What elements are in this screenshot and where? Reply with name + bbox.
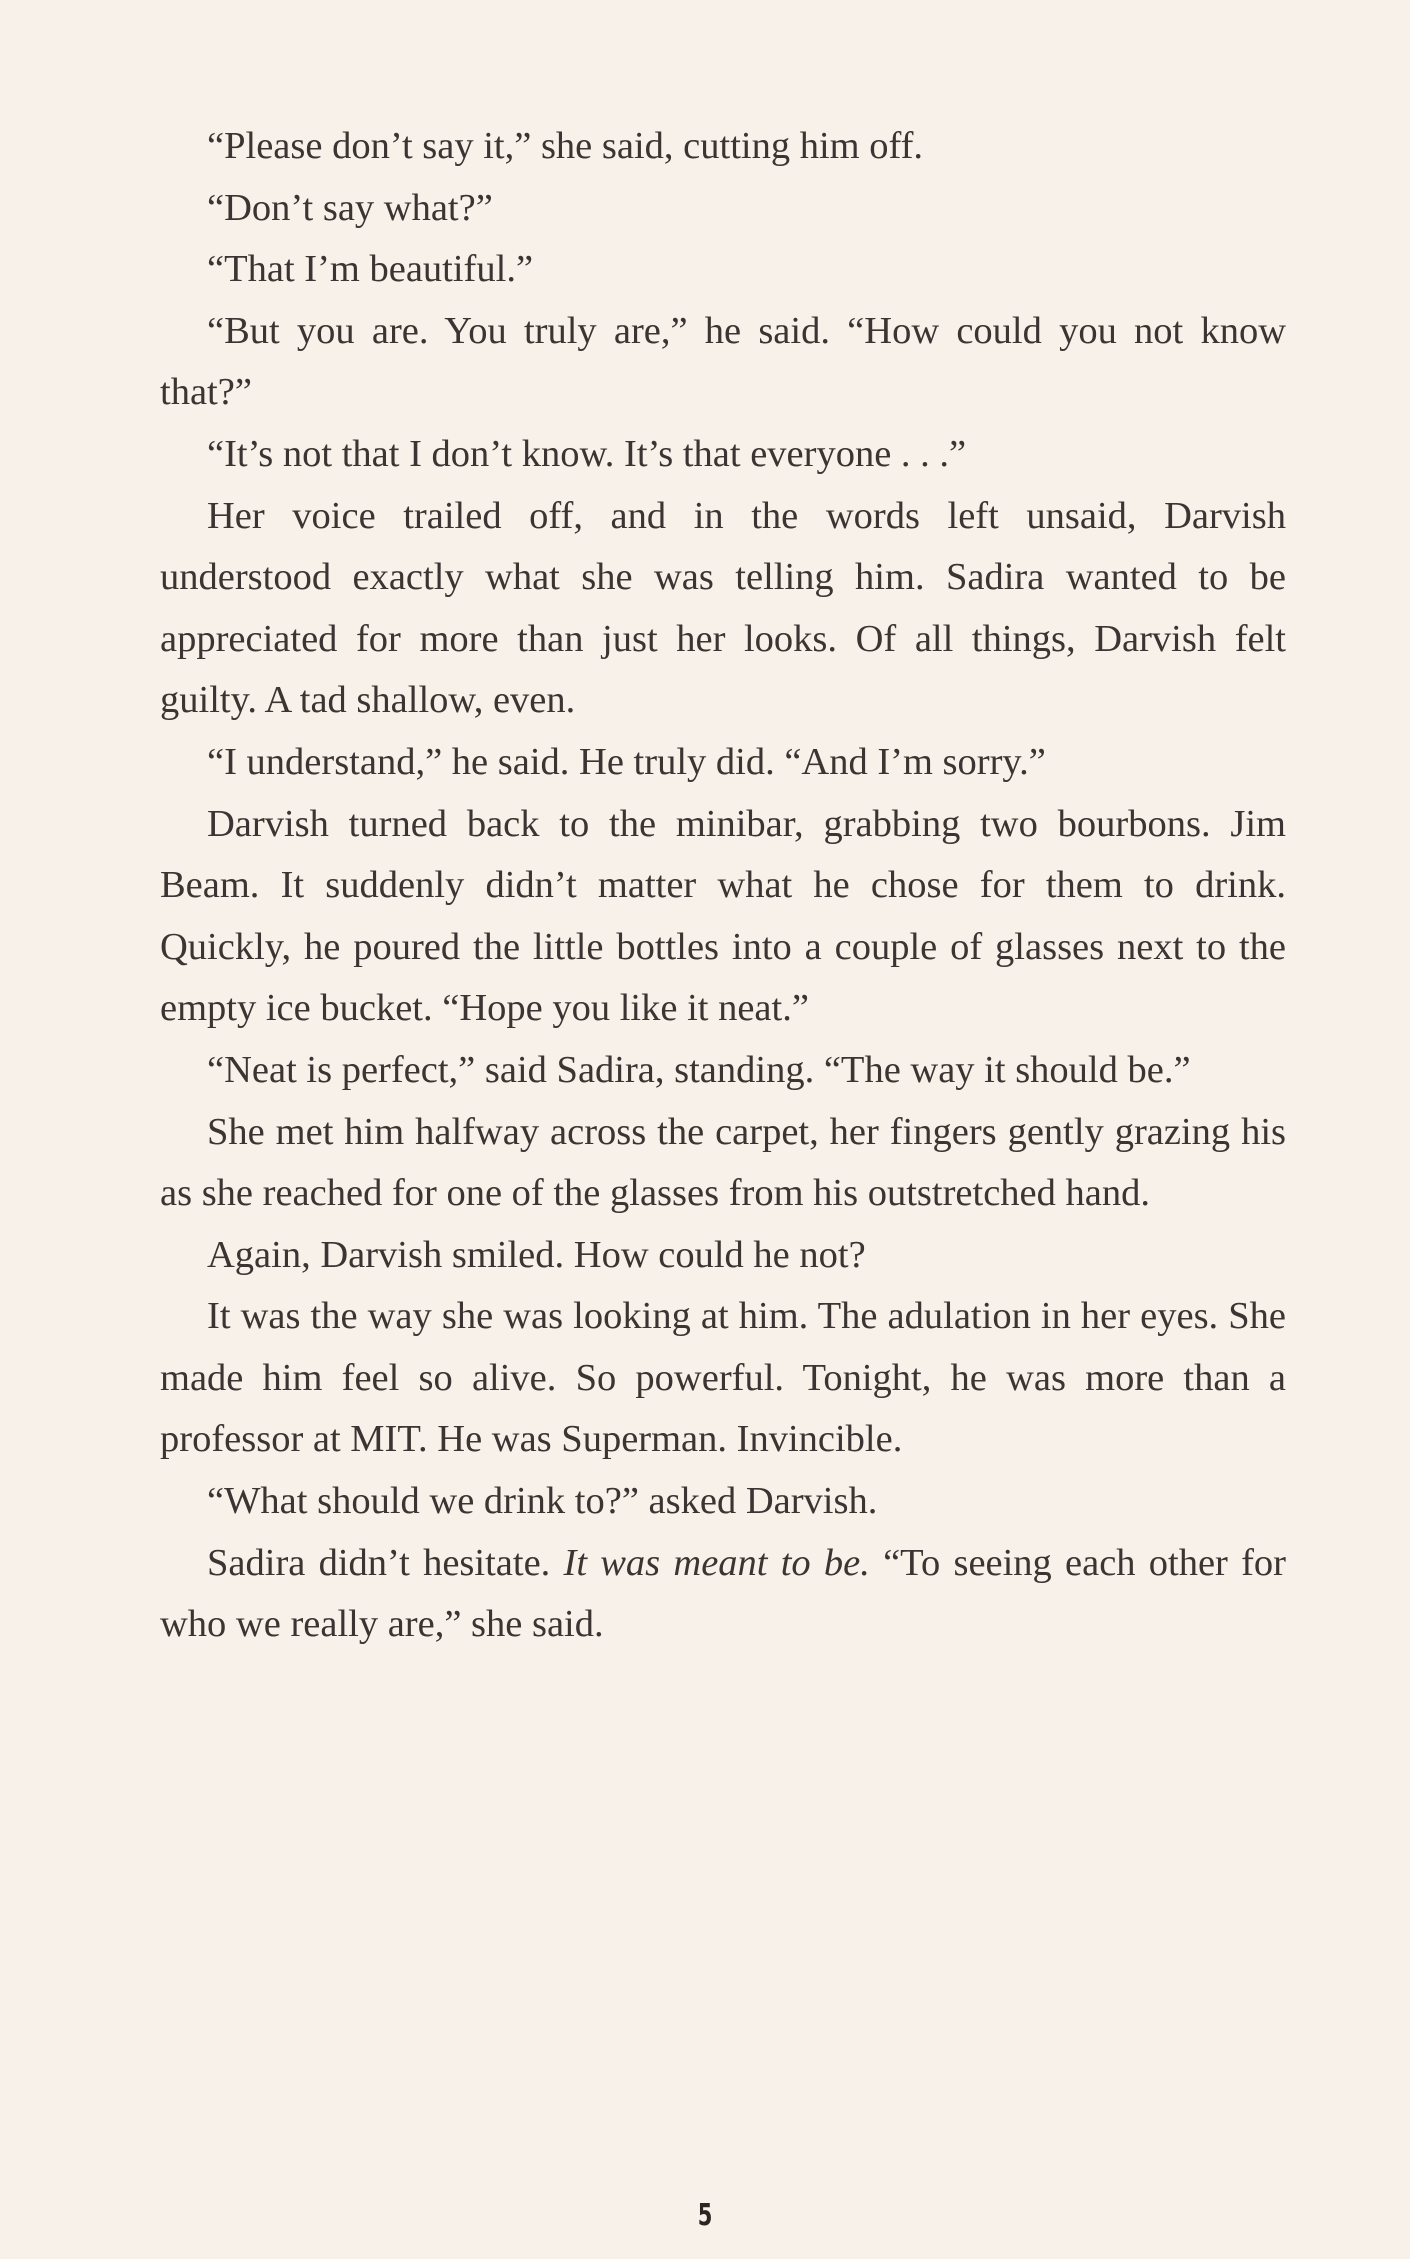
italic-thought: It was meant to be. — [563, 1541, 870, 1584]
paragraph: “Neat is perfect,” said Sadira, standing. “The way it should be.” — [207, 1048, 1191, 1091]
paragraph: “But you are. You truly are,” he said. “How could you not know that?” — [160, 309, 1286, 414]
paragraph: “It’s not that I don’t know. It’s that everyone . . .” — [207, 432, 967, 475]
page-number: 5 — [697, 2198, 713, 2233]
paragraph: “I understand,” he said. He truly did. “And I’m sorry.” — [207, 740, 1046, 783]
paragraph: “What should we drink to?” asked Darvish. — [207, 1480, 878, 1523]
paragraph: Her voice trailed off, and in the words left unsaid, Darvish understood exactly what she was telling him. Sadira wanted to be appreciated for more than just her looks. Of all things, Darvish felt guilty. A tad shallow, even. — [160, 494, 1286, 722]
paragraph: Darvish turned back to the minibar, grabbing two bourbons. Jim Beam. It suddenly didn’t matter what he chose for them to drink. Quickly, he poured the little bottles into a couple of glasses next to the empty ice bucket. “Hope you like it neat.” — [160, 802, 1286, 1030]
body-text — [160, 116, 1286, 1656]
paragraph — [160, 1533, 1286, 1656]
paragraph: She met him halfway across the carpet, her fingers gently grazing his as she reached for one of the glasses from his outstretched hand. — [160, 1110, 1286, 1215]
paragraph: It was the way she was looking at him. The adulation in her eyes. She made him feel so alive. So powerful. Tonight, he was more than a professor at MIT. He was Superman. Invincible. — [160, 1295, 1286, 1461]
paragraph-text: Sadira didn’t hesitate. — [207, 1541, 564, 1584]
paragraph: “That I’m beautiful.” — [207, 248, 534, 291]
paragraph: “Please don’t say it,” she said, cutting him off. — [207, 125, 924, 167]
paragraph: Again, Darvish smiled. How could he not? — [207, 1233, 866, 1276]
paragraph-text: “To seeing each other for who we really are,” she said. — [160, 1541, 1286, 1646]
paragraph: “Don’t say what?” — [207, 186, 493, 229]
